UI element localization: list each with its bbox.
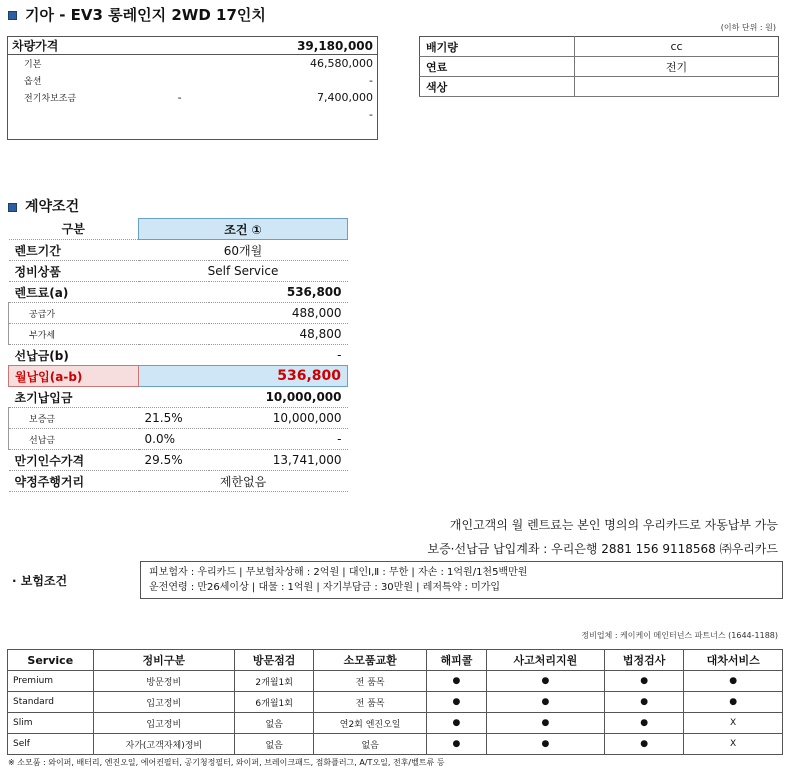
account-note: 보증·선납금 납입계좌 : 우리은행 2881 156 9118568 ㈜우리카드 bbox=[427, 542, 778, 556]
section-title: 계약조건 bbox=[8, 196, 79, 216]
service-table bbox=[7, 649, 783, 755]
unit-note: (이하 단위 : 원) bbox=[720, 23, 776, 32]
service-header: Service bbox=[8, 650, 94, 671]
price-value: 39,180,000 bbox=[193, 37, 378, 55]
service-header: 정비구분 bbox=[93, 650, 234, 671]
spec-label: 연료 bbox=[420, 57, 575, 77]
monthly-payment-label: 월납입(a-b) bbox=[9, 366, 139, 387]
spec-value: cc bbox=[575, 37, 779, 57]
contract-table: 구분 조건 ① 렌트기간 60개월 정비상품 Self Service 렌트료(a) 536,800 공급가 488,000 부가세 48,800 선납금(b) - 월납입(a-b) 536,800 초기납입금 10,000,000 보증금 21.5% 10,000,000 선납금 0.0% - 만기인수가격 29.5% 13,741,000 약정주행거리 제한없음 bbox=[8, 218, 348, 492]
autopay-note: 개인고객의 월 렌트료는 본인 명의의 우리카드로 자동납부 가능 bbox=[449, 518, 778, 532]
service-header: 소모품교환 bbox=[314, 650, 427, 671]
price-row-value: - bbox=[369, 73, 373, 87]
price-row-value: 46,580,000 bbox=[310, 56, 373, 70]
monthly-payment-value: 536,800 bbox=[139, 366, 348, 387]
table-row: Premium 방문정비 2개월1회 전 품목 ● ● ● ● bbox=[8, 671, 783, 692]
spec-value bbox=[575, 77, 779, 97]
price-row-label: 옵션 bbox=[24, 76, 42, 87]
col-value: 조건 ① bbox=[139, 219, 348, 240]
col-label: 구분 bbox=[9, 219, 139, 240]
price-row-value: 7,400,000 bbox=[317, 90, 373, 104]
service-header: 방문점검 bbox=[235, 650, 314, 671]
table-row: Self 자가(고객자체)정비 없음 없음 ● ● ● X bbox=[8, 734, 783, 755]
table-row: Standard 입고정비 6개월1회 전 품목 ● ● ● ● bbox=[8, 692, 783, 713]
price-label: 차량가격 bbox=[8, 37, 167, 55]
price-row-label: 기본 bbox=[24, 59, 42, 70]
service-header: 사고처리지원 bbox=[486, 650, 604, 671]
insurance-label: · 보험조건 bbox=[12, 574, 68, 588]
service-header: 대차서비스 bbox=[684, 650, 783, 671]
price-table: 차량가격 39,180,000 기본 46,580,000 옵션 - 전기차보조금 - 7,400,000 - bbox=[7, 36, 378, 140]
spec-label: 배기량 bbox=[420, 37, 575, 57]
table-row: Slim 입고정비 없음 연2회 엔진오일 ● ● ● X bbox=[8, 713, 783, 734]
page-title: 기아 - EV3 롱레인지 2WD 17인치 bbox=[8, 4, 266, 25]
vendor-note: 정비업체 : 케이케이 메인터넌스 파트너스 (1644-1188) bbox=[581, 631, 778, 640]
square-bullet-icon bbox=[8, 11, 17, 20]
price-row-label: 전기차보조금 bbox=[24, 93, 77, 104]
spec-label: 색상 bbox=[420, 77, 575, 97]
service-header: 법정검사 bbox=[604, 650, 683, 671]
spec-table bbox=[419, 36, 779, 97]
spec-value: 전기 bbox=[575, 57, 779, 77]
square-bullet-icon bbox=[8, 203, 17, 212]
service-header: 해피콜 bbox=[426, 650, 486, 671]
footnote: ※ 소모품 : 와이퍼, 배터리, 엔진오일, 에어컨필터, 공기청정필터, 와이퍼, 브레이크패드, 점화플러그, A/T오일, 전후/벨트류 등 bbox=[8, 758, 445, 767]
insurance-box: 피보험자 : 우리카드 | 무보험차상해 : 2억원 | 대인Ⅰ,Ⅱ : 무한 | 자손 : 1억원/1천5백만원 운전연령 : 만26세이상 | 대물 : 1억원 | 자기부담금 : 30만원 | 레저특약 : 미가입 bbox=[140, 561, 783, 599]
